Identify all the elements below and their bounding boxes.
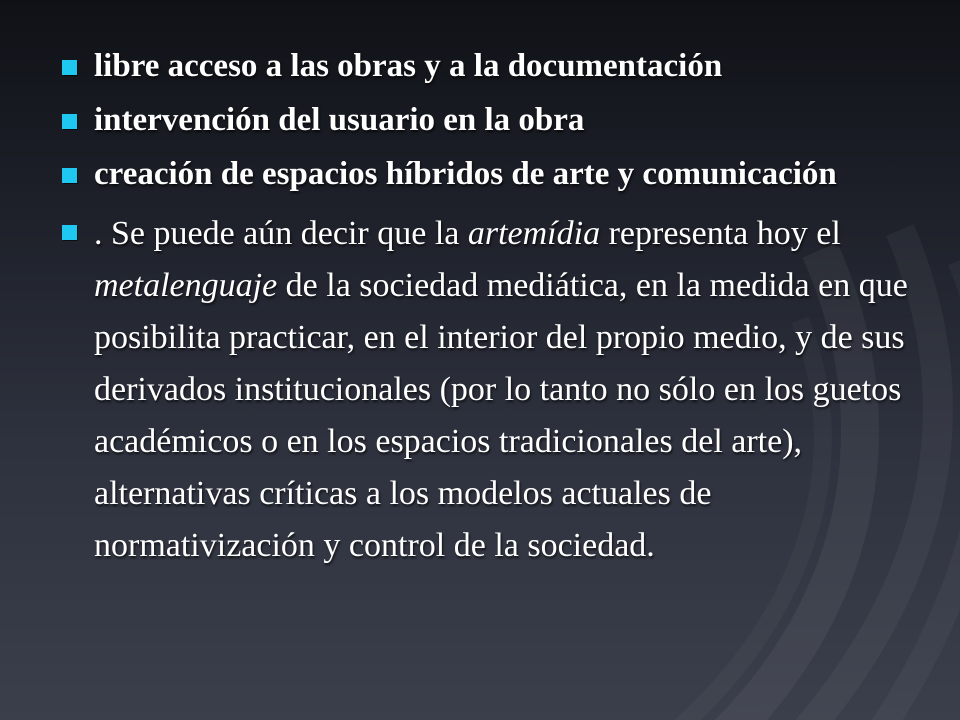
- bullet-list: [60, 46, 920, 585]
- square-bullet-icon: [62, 225, 77, 240]
- paragraph-italic-metalenguaje: metalenguaje: [94, 267, 278, 304]
- paragraph-italic-artemidia: artemídia: [467, 215, 601, 252]
- bullet-text: creación de espacios híbridos de arte y comunicación: [94, 156, 837, 192]
- bullet-item-libre-acceso: [60, 46, 920, 87]
- bullet-item-creacion: [60, 154, 920, 195]
- paragraph-text-part3: de la sociedad mediática, en la medida en que posibilita practicar, en el interior del propio medio, y de sus derivados institucionales (por lo tanto no sólo en los guetos académicos o en los espacios tradicionales del arte), alternativas críticas a los modelos actuales de normativización y control de la sociedad.: [94, 267, 908, 564]
- bullet-text: intervención del usuario en la obra: [94, 102, 585, 138]
- bullet-text: libre acceso a las obras y a la documentación: [94, 48, 723, 84]
- bullet-item-artemidia-paragraph: [60, 208, 920, 572]
- square-bullet-icon: [62, 168, 77, 183]
- square-bullet-icon: [62, 114, 77, 129]
- paragraph-text-part2: representa hoy el: [600, 215, 841, 252]
- paragraph-text-part1: . Se puede aún decir que la: [94, 215, 468, 252]
- square-bullet-icon: [62, 60, 77, 75]
- bullet-item-intervencion: [60, 100, 920, 141]
